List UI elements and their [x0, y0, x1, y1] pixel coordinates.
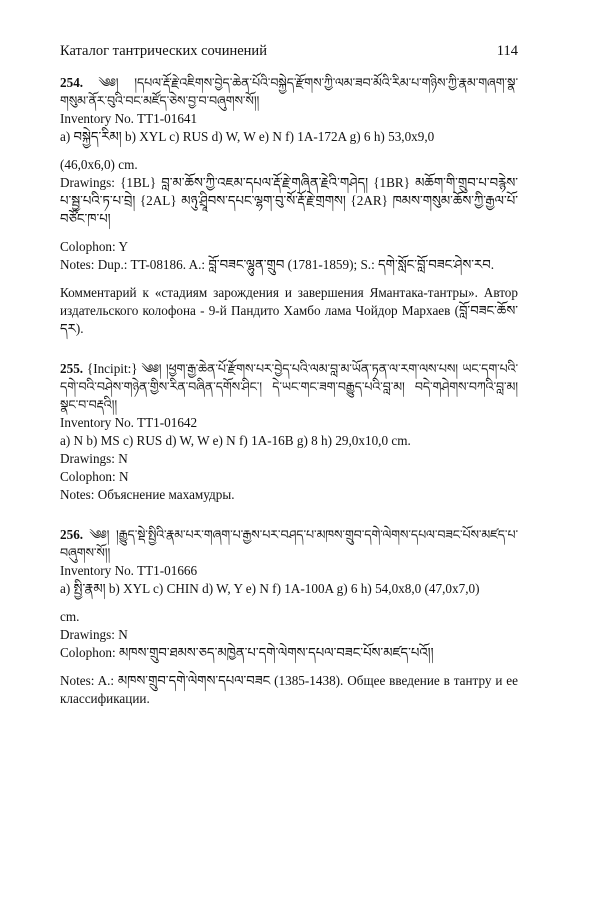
entry-number: 254.: [60, 75, 84, 90]
entry-notes: Notes: Объяснение махамудры.: [60, 487, 235, 502]
entry-drawings: Drawings: N: [60, 451, 128, 466]
entry-metadata: a) བསྐྱེད་རིམ། b) XYL c) RUS d) W, W e) N f) 1A-172A g) 6 h) 53,0x9,0: [60, 129, 435, 144]
entry-title-tibetan: ༄༅། །དཔལ་རྡོ་རྗེ་འཇིགས་བྱེད་ཆེན་པོའི་བསྐྱེད་རྫོགས་ཀྱི་ལམ་ཟབ་མོའི་རིམ་པ་གཉིས་ཀྱི་རྣམ་གཞག་སྣ་གསུམ་ནོར་བུའི་བང་མཛོད་ཅེས་བྱ་བ་བཞུགས་སོ།།: [60, 75, 519, 108]
entry-metadata: a) སྤྱི་རྣམ། b) XYL c) CHIN d) W, Y e) N f) 1A-100A g) 6 h) 54,0x8,0 (47,0x7,0): [60, 581, 480, 596]
entry-metadata: a) N b) MS c) RUS d) W, W e) N f) 1A-16B g) 8 h) 29,0x10,0 cm.: [60, 433, 411, 448]
catalog-entry-254: [60, 74, 518, 338]
entry-metadata-cont: (46,0x6,0) cm.: [60, 157, 138, 172]
inventory-number: Inventory No. TT1-01666: [60, 563, 198, 578]
entry-title-tibetan: ༄༅། །ཕྱག་རྒྱ་ཆེན་པོ་རྫོགས་པར་བྱེད་པའི་ལམ་བླ་མ་ཡོན་ཏན་ལ་རག་ལས་པས། ཡང་དག་པའི་དགེ་བའི་བཤེས་གཉེན་གྱིས་རིན་བཞིན་དགོས་ཤིང་། དེ་ཡང་གང་ཟག་བརྒྱུད་པའི་བླ་མ། བདེ་གཤེགས་བཀའི་བླ་མ། སྣང་བ་བརྡའི།།: [60, 361, 518, 412]
inventory-number: Inventory No. TT1-01642: [60, 415, 198, 430]
page-number: 114: [496, 43, 518, 59]
entry-drawings: Drawings: {1BL} བླ་མ་ཆོས་ཀྱི་འཇམ་དཔལ་རྡོ་རྗེ་གཞིན་རྗེའི་གཤེད། {1BR} མཆོག་གི་གྲུབ་པ་བརྙེས་པ་སྦྱ་པའི་ཏ་པ་བྲེ། {2AL} མཉུ་ཤྲཱིབས་དཔང་ལྷག་བུ་སོ་རྡོ་རྗེ་གྲགས། {2AR} ཁམས་གསུམ་ཆོས་ཀྱི་རྒྱལ་པོ་བཙོང་ཁ་པ།: [60, 175, 518, 226]
entry-number: 256.: [60, 527, 84, 542]
entry-description: Комментарий к «стадиям зарождения и завершения Ямантака-тантры». Автор издательского колофона - 9-й Пандито Хамбо лама Чойдор Мархаев (བློ་བཟང་ཆོས་དར).: [60, 285, 518, 336]
entry-notes: Notes: Dup.: TT-08186. A.: བློ་བཟང་ལྷུན་གྲུབ (1781-1859); S.: དགེ་སློང་བློ་བཟང་ཤེས་རབ.: [60, 257, 495, 272]
inventory-number: Inventory No. TT1-01641: [60, 111, 198, 126]
page-header: [60, 42, 518, 60]
entry-title: [60, 74, 518, 110]
running-title: Каталог тантрических сочинений: [60, 43, 267, 59]
entry-drawings: Drawings: N: [60, 627, 128, 642]
entry-title: [60, 360, 518, 414]
catalog-entry-255: [60, 360, 518, 504]
entry-metadata-cont: cm.: [60, 609, 80, 624]
entry-title-tibetan: ༄༅། །རྒྱུད་སྡེ་སྤྱིའི་རྣམ་པར་གཞག་པ་རྒྱས་པར་བཤད་པ་མཁས་གྲུབ་དགེ་ལེགས་དཔལ་བཟང་པོས་མཛད་པ་བཞུགས་སོ།།: [60, 527, 518, 560]
incipit-label: {Incipit:}: [86, 361, 138, 376]
entry-notes: Notes: A.: མཁས་གྲུབ་དགེ་ལེགས་དཔལ་བཟང (1385-1438). Общее введение в тантру и ее классификации.: [60, 673, 518, 706]
entry-colophon: Colophon: N: [60, 469, 129, 484]
catalog-entry-256: [60, 526, 518, 708]
entry-colophon: Colophon: མཁས་གྲུབ་ཐམས་ཅད་མཁྱེན་པ་དགེ་ལེགས་དཔལ་བཟང་པོས་མཛད་པའོ།།: [60, 645, 434, 660]
entry-colophon: Colophon: Y: [60, 239, 129, 254]
entry-title: [60, 526, 518, 562]
entry-number: 255.: [60, 361, 84, 376]
